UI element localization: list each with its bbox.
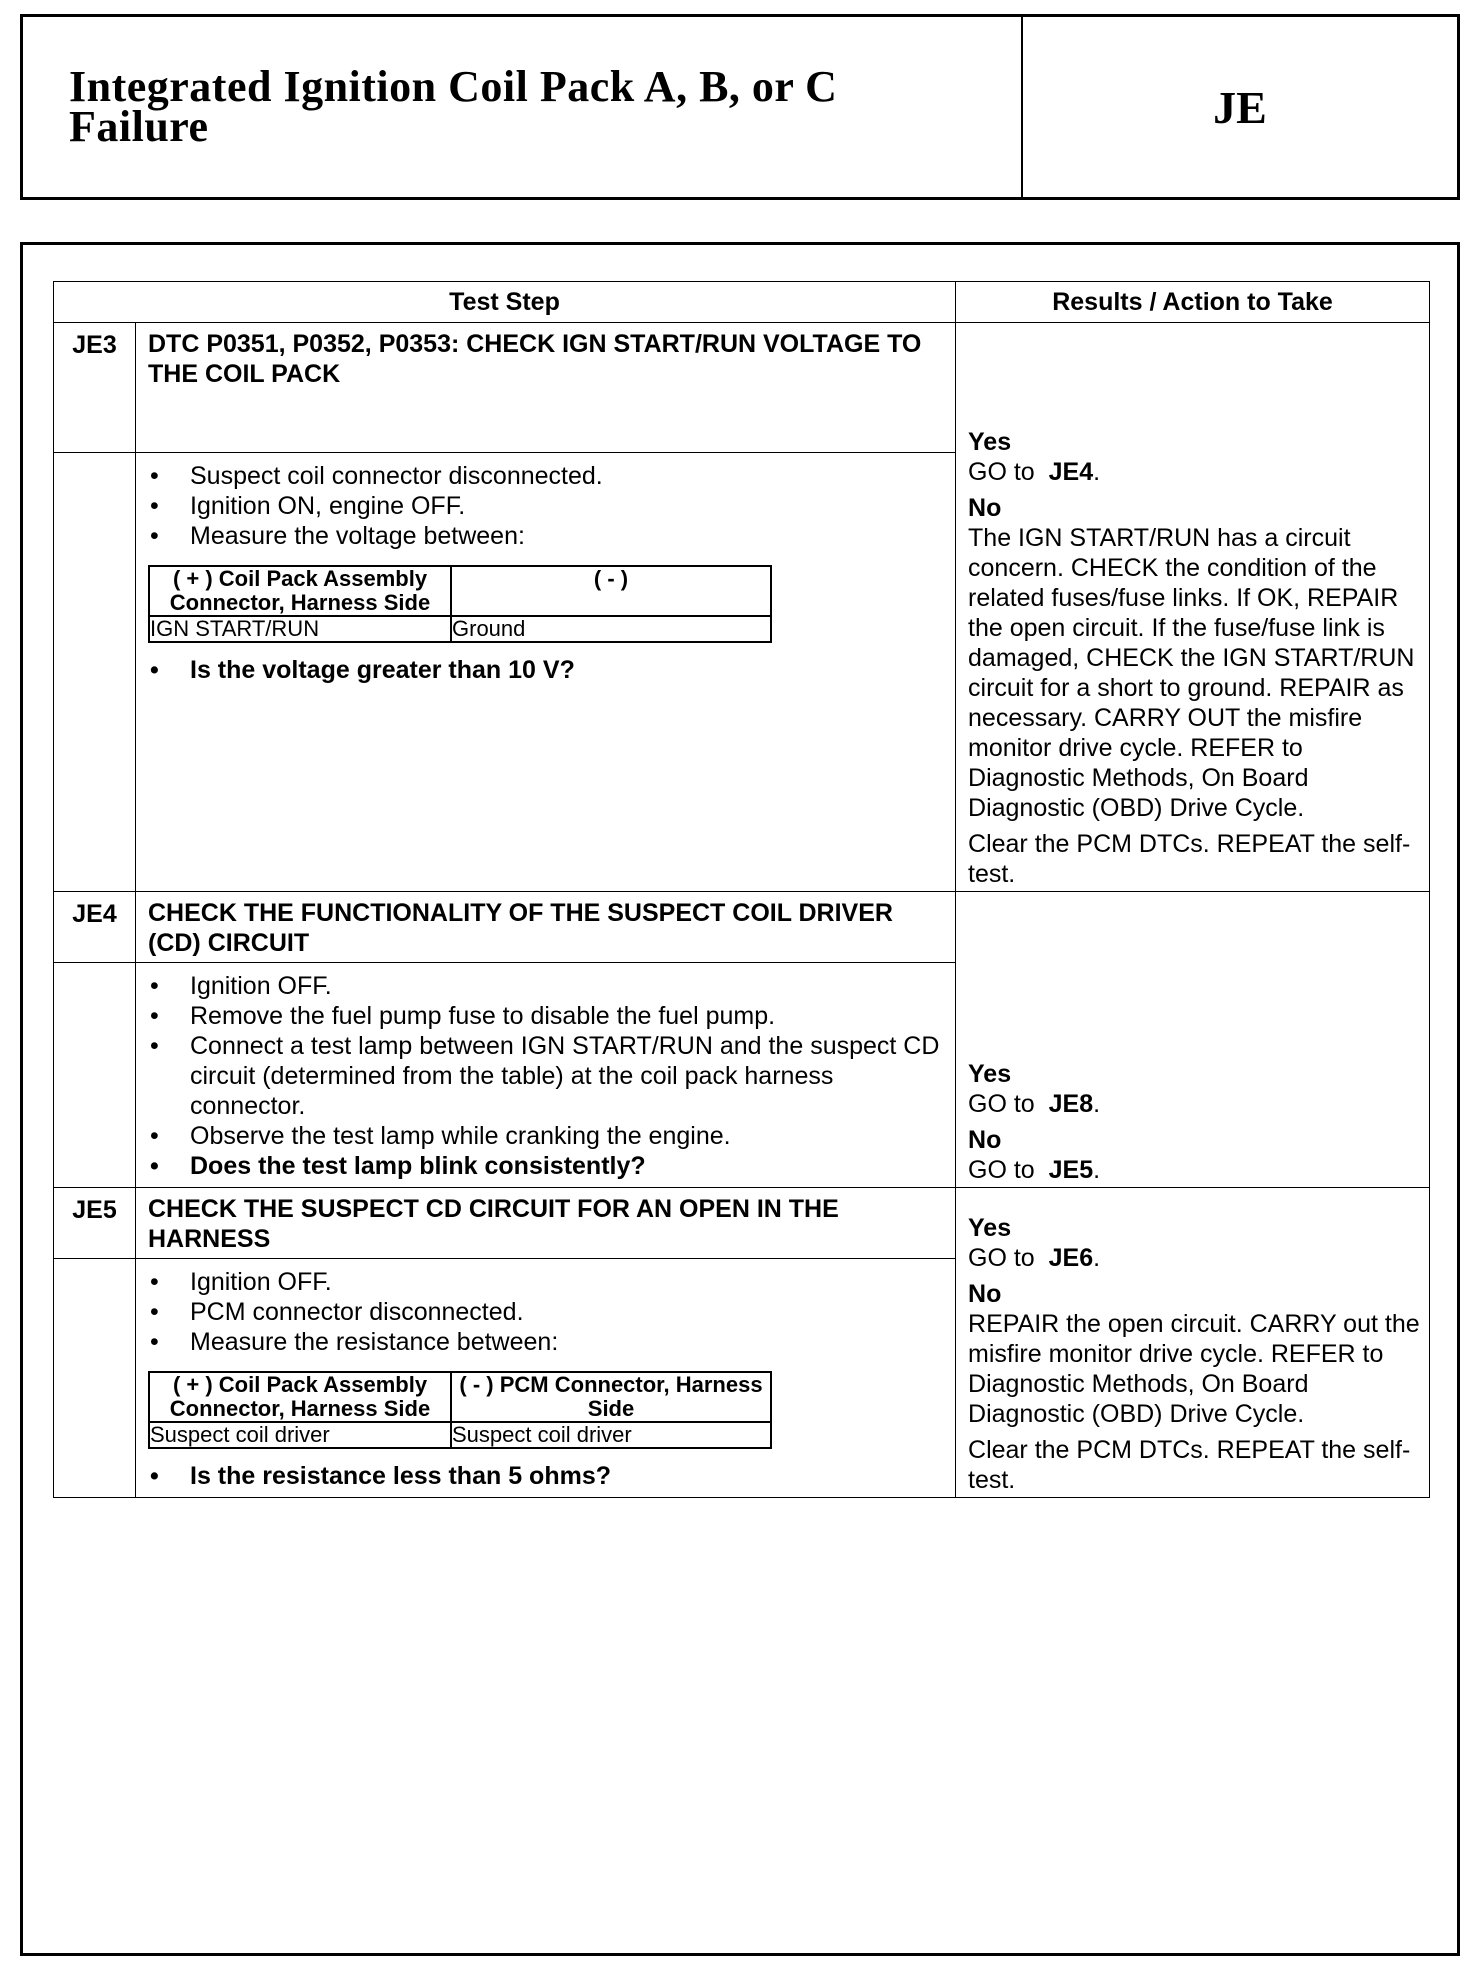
yes-action: GO to JE8. — [968, 1090, 1101, 1118]
no-action-text: REPAIR the open circuit. CARRY out the misfire monitor drive cycle. REFER to Diagnostic Methods, On Board Diagnostic (OBD) Drive Cycle. — [968, 1310, 1420, 1428]
list-item: • Suspect coil connector disconnected. — [190, 461, 945, 491]
list-item: • Measure the resistance between: — [190, 1327, 945, 1357]
measure-col2-header: ( - ) — [451, 566, 771, 616]
measure-col1-value: Suspect coil driver — [149, 1422, 451, 1448]
list-item: • Remove the fuel pump fuse to disable the fuel pump. — [190, 1001, 945, 1031]
step-results — [956, 323, 1430, 892]
measure-col2-value: Ground — [451, 616, 771, 642]
yes-action: GO to JE4. — [968, 458, 1101, 486]
yes-label: Yes — [968, 1060, 1012, 1088]
list-item: • Ignition OFF. — [190, 1267, 945, 1297]
list-item: • Measure the voltage between: — [190, 521, 945, 551]
go-to-text: GO to — [968, 1244, 1035, 1272]
code-cell — [1023, 17, 1457, 197]
go-to-target: JE4 — [1048, 458, 1094, 486]
step-heading-row — [54, 1188, 1430, 1259]
step-id-blank — [54, 1259, 136, 1498]
step-heading: DTC P0351, P0352, P0353: CHECK IGN START/RUN VOLTAGE TO THE COIL PACK — [136, 323, 956, 453]
step-heading: CHECK THE SUSPECT CD CIRCUIT FOR AN OPEN IN THE HARNESS — [136, 1188, 956, 1259]
measurement-table — [148, 565, 772, 643]
page-title — [69, 62, 838, 151]
instruction-list — [136, 963, 955, 1187]
step-instructions — [136, 453, 956, 892]
measure-col1-header: ( + ) Coil Pack Assembly Connector, Harness Side — [149, 566, 451, 616]
measure-col1-header: ( + ) Coil Pack Assembly Connector, Harness Side — [149, 1372, 451, 1422]
go-to-target: JE8 — [1048, 1090, 1094, 1118]
step-results — [956, 892, 1430, 1188]
measure-col2-value: Suspect coil driver — [451, 1422, 771, 1448]
yes-label: Yes — [968, 1214, 1012, 1242]
no-action-extra: Clear the PCM DTCs. REPEAT the self-test. — [968, 830, 1411, 888]
step-heading: CHECK THE FUNCTIONALITY OF THE SUSPECT COIL DRIVER (CD) CIRCUIT — [136, 892, 956, 963]
no-action: GO to JE5. — [968, 1156, 1101, 1184]
measurement-table — [148, 1371, 772, 1449]
go-to-text: GO to — [968, 1156, 1035, 1184]
no-action-extra: Clear the PCM DTCs. REPEAT the self-test. — [968, 1436, 1411, 1494]
step-id: JE4 — [54, 892, 136, 963]
list-item: • PCM connector disconnected. — [190, 1297, 945, 1327]
instruction-list — [136, 1259, 955, 1497]
no-label: No — [968, 1280, 1002, 1308]
yes-action: GO to JE6. — [968, 1244, 1101, 1272]
measure-col1-value: IGN START/RUN — [149, 616, 451, 642]
step-id: JE5 — [54, 1188, 136, 1259]
list-item: • Observe the test lamp while cranking the engine. — [190, 1121, 945, 1151]
title-line-1: Integrated Ignition Coil Pack A, B, or C — [69, 62, 838, 111]
step-results — [956, 1188, 1430, 1498]
page-header — [20, 14, 1460, 200]
step-id-blank — [54, 963, 136, 1188]
measure-table-holder — [150, 1371, 945, 1449]
step-instructions — [136, 1259, 956, 1498]
measure-col2-header: ( - ) PCM Connector, Harness Side — [451, 1372, 771, 1422]
step-question: • Is the resistance less than 5 ohms? — [190, 1461, 945, 1491]
title-line-2: Failure — [69, 102, 209, 151]
step-id-blank — [54, 453, 136, 892]
no-label: No — [968, 1126, 1002, 1154]
step-question: • Is the voltage greater than 10 V? — [190, 655, 945, 685]
title-cell — [23, 17, 1023, 197]
no-action-text: The IGN START/RUN has a circuit concern. CHECK the condition of the related fuses/fuse links. If OK, REPAIR the open circuit. If the fuse/fuse link is damaged, CHECK the IGN START/RUN circuit for a short to ground. REPAIR as necessary. CARRY OUT the misfire monitor drive cycle. REFER to Diagnostic Methods, On Board Diagnostic (OBD) Drive Cycle. — [968, 524, 1415, 822]
content-frame — [20, 242, 1460, 1956]
measure-table-holder — [150, 565, 945, 643]
list-item: • Ignition ON, engine OFF. — [190, 491, 945, 521]
list-item: • Connect a test lamp between IGN START/RUN and the suspect CD circuit (determined from the table) at the coil pack harness connector. — [190, 1031, 945, 1121]
go-to-target: JE6 — [1048, 1244, 1094, 1272]
step-heading-row — [54, 323, 1430, 453]
go-to-text: GO to — [968, 458, 1035, 486]
step-heading-row — [54, 892, 1430, 963]
yes-label: Yes — [968, 428, 1012, 456]
table-header-row — [54, 282, 1430, 323]
instruction-list — [136, 453, 955, 691]
go-to-target: JE5 — [1048, 1156, 1094, 1184]
step-id: JE3 — [54, 323, 136, 453]
no-label: No — [968, 494, 1002, 522]
test-step-table — [53, 281, 1430, 1498]
results-header: Results / Action to Take — [956, 282, 1430, 323]
step-instructions — [136, 963, 956, 1188]
step-question: • Does the test lamp blink consistently? — [190, 1151, 945, 1181]
list-item: • Ignition OFF. — [190, 971, 945, 1001]
test-step-header: Test Step — [54, 282, 956, 323]
section-code: JE — [1213, 81, 1267, 133]
go-to-text: GO to — [968, 1090, 1035, 1118]
